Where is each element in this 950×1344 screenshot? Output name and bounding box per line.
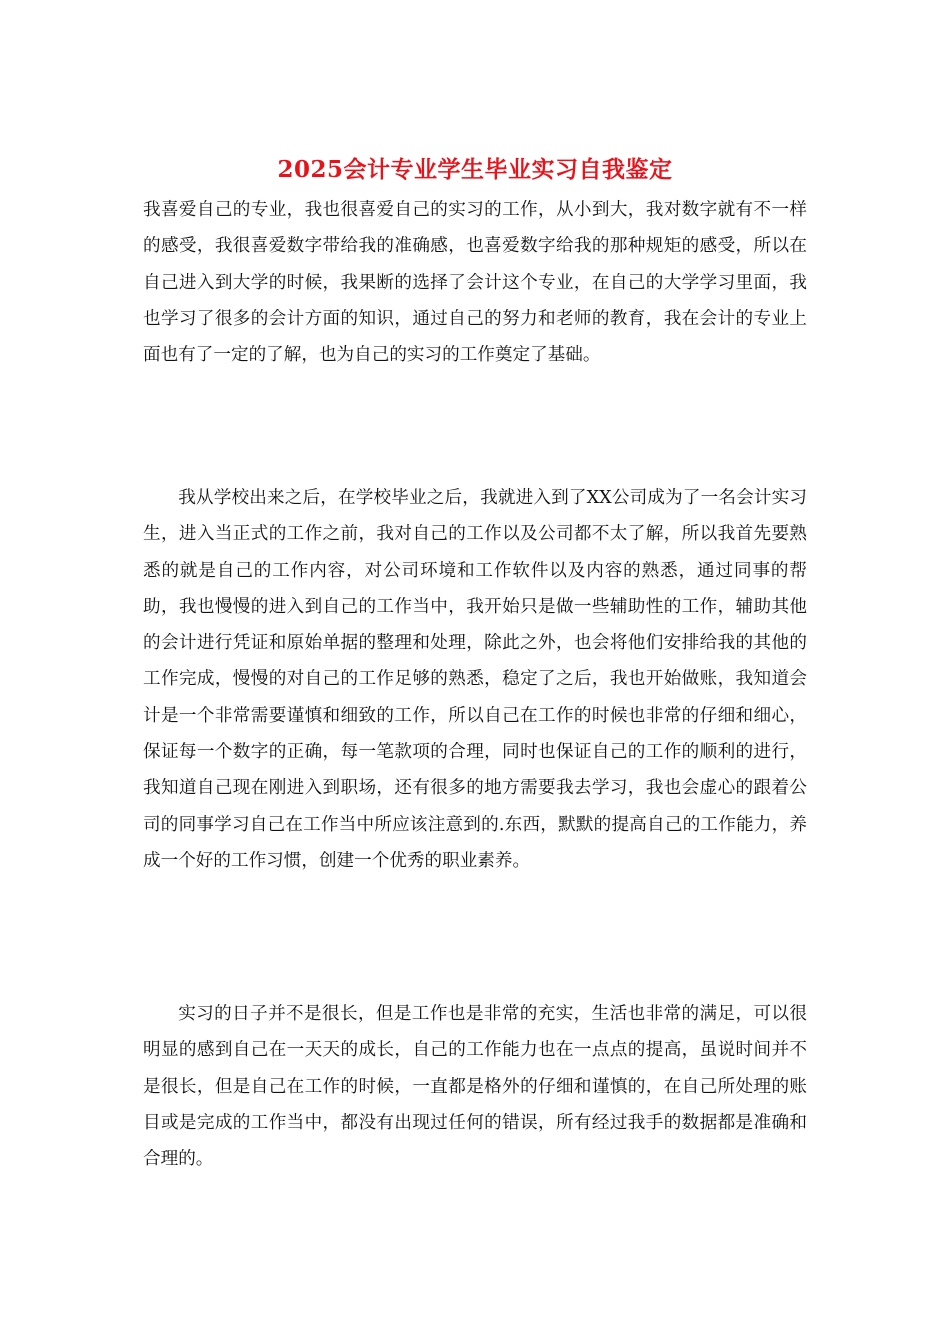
document-title: 2025会计专业学生毕业实习自我鉴定: [277, 156, 673, 183]
paragraph-1: 我喜爱自己的专业，我也很喜爱自己的实习的工作，从小到大，我对数字就有不一样的感受，我很喜爱数字带给我的准确感，也喜爱数字给我的那种规矩的感受，所以在自己进入到大学的时候，我果断的选择了会计这个专业，在自己的大学学习里面，我也学习了很多的会计方面的知识，通过自己的努力和老师的教育，我在会计的专业上面也有了一定的了解，也为自己的实习的工作奠定了基础。: [143, 200, 807, 366]
paragraph-2: 我从学校出来之后，在学校毕业之后，我就进入到了XX公司成为了一名会计实习生，进入当正式的工作之前，我对自己的工作以及公司都不太了解，所以我首先要熟悉的就是自己的工作内容，对公司环境和工作软件以及内容的熟悉，通过同事的帮助，我也慢慢的进入到自己的工作当中，我开始只是做一些辅助性的工作，辅助其他的会计进行凭证和原始单据的整理和处理，除此之外，也会将他们安排给我的其他的工作完成，慢慢的对自己的工作足够的熟悉，稳定了之后，我也开始做账，我知道会计是一个非常需要谨慎和细致的工作，所以自己在工作的时候也非常的仔细和细心，保证每一个数字的正确，每一笔款项的合理，同时也保证自己的工作的顺利的进行，我知道自己现在刚进入到职场，还有很多的地方需要我去学习，我也会虚心的跟着公司的同事学习自己在工作当中所应该注意到的.东西，默默的提高自己的工作能力，养成一个好的工作习惯，创建一个优秀的职业素养。: [143, 488, 807, 871]
paragraph-3: 实习的日子并不是很长，但是工作也是非常的充实，生活也非常的满足，可以很明显的感到自己在一天天的成长，自己的工作能力也在一点点的提高，虽说时间并不是很长，但是自己在工作的时候，一直都是格外的仔细和谨慎的，在自己所处理的账目或是完成的工作当中，都没有出现过任何的错误，所有经过我手的数据都是准确和合理的。: [143, 1004, 807, 1170]
